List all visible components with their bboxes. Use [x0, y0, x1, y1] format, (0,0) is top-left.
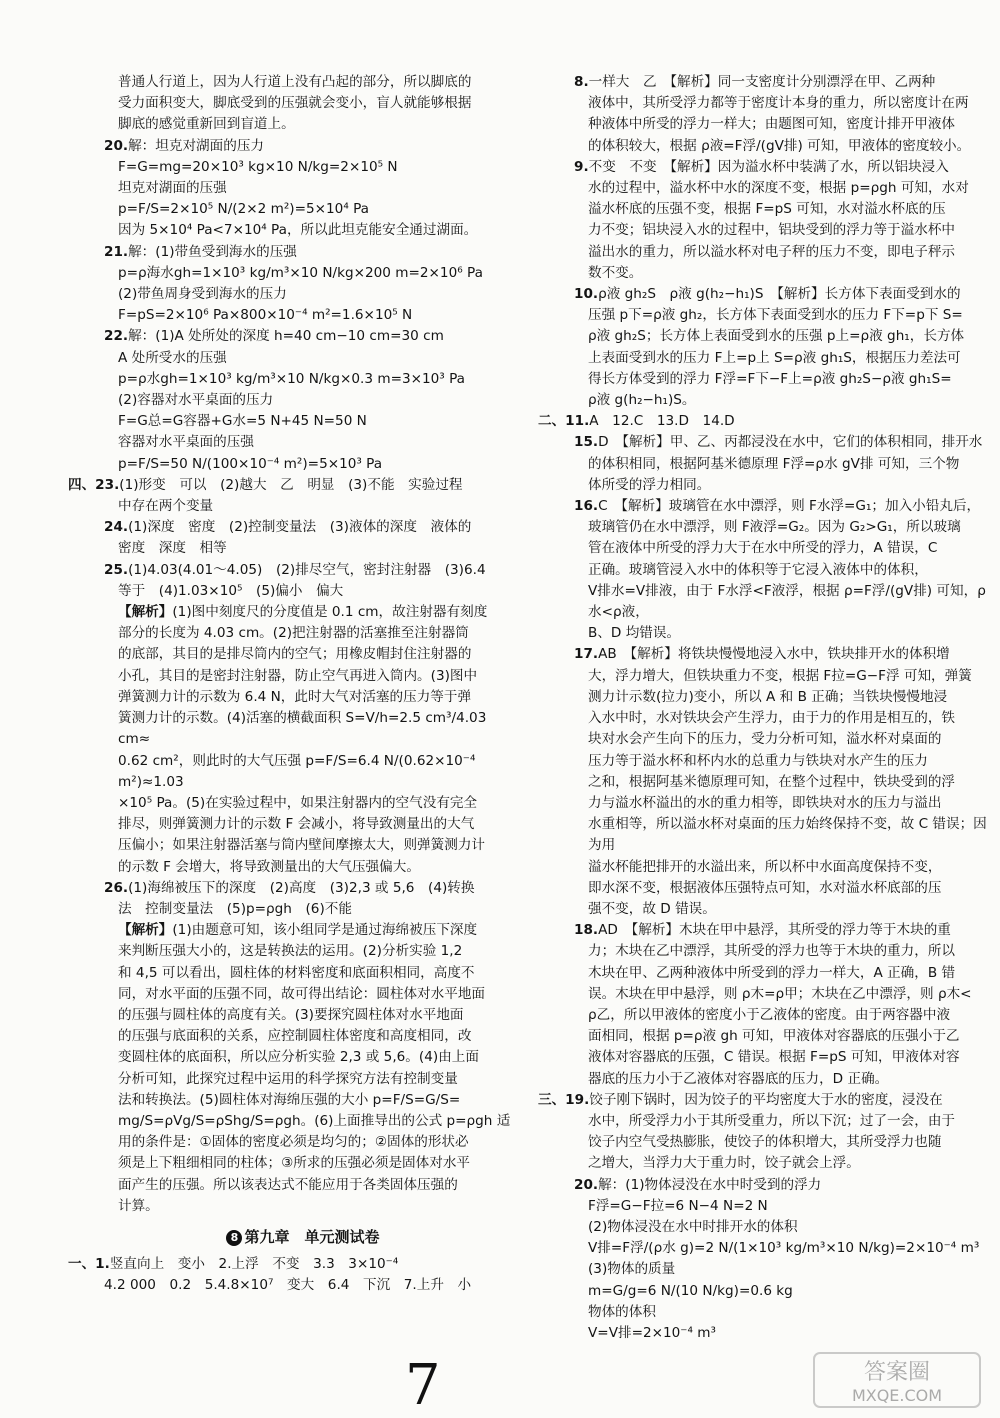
- text-line: [558, 390, 994, 411]
- line-text: ρ乙，所以甲液体的密度小于乙液体的密度。由于两容器中液: [588, 1006, 951, 1023]
- line-text: 变圆柱体的底面积，所以应分析实验 2,3 或 5,6。(4)由上面: [118, 1049, 479, 1066]
- text-line: [88, 305, 518, 326]
- line-text: 得长方体受到的浮力 F浮=F下−F上=ρ液 gh₂S−ρ液 gh₁S=: [588, 370, 952, 387]
- line-text: 一样大 乙 【解析】同一支密度计分别漂浮在甲、乙两种: [588, 74, 936, 90]
- text-line: [558, 114, 994, 135]
- text-line: [88, 814, 518, 835]
- text-line: [88, 581, 518, 602]
- line-text: p=F/S=50 N/(100×10⁻⁴ m²)=5×10³ Pa: [118, 455, 383, 472]
- line-text: 中存在两个变量: [118, 498, 214, 515]
- text-line: [68, 475, 518, 496]
- line-text: 入水中时，水对铁块会产生浮力，由于力的作用是相互的，铁: [588, 710, 956, 727]
- line-text: 法 控制变量法 (5)p=ρgh (6)不能: [118, 900, 352, 917]
- item-number: 21.: [104, 243, 129, 260]
- chapter-heading: [88, 1227, 518, 1248]
- line-text: 测力计示数(拉力)变小，所以 A 和 B 正确；当铁块慢慢地浸: [588, 688, 948, 705]
- text-line: [88, 1069, 518, 1090]
- line-text: 数不变。: [588, 264, 643, 281]
- line-text: 小孔，其目的是密封注射器，防止空气再进入筒内。(3)图中: [118, 667, 478, 684]
- line-text: 解：坦克对湖面的压力: [128, 137, 265, 154]
- text-line: [538, 1090, 994, 1111]
- line-text: 的底部，其目的是排尽筒内的空气；用橡皮帽封住注射器的: [118, 646, 472, 663]
- text-line: [558, 517, 994, 538]
- line-text: 溢出水的重力，所以溢水杯对电子秤的压力不变，即电子秤示: [588, 243, 956, 260]
- text-line: [558, 1153, 994, 1174]
- text-line: [558, 793, 994, 814]
- text-line: [88, 517, 518, 538]
- text-line: [88, 963, 518, 984]
- text-line: [558, 772, 994, 793]
- line-text: 强不变，故 D 错误。: [588, 900, 716, 917]
- line-text: AB 【解析】将铁块慢慢地浸入水中，铁块排开水的体积增: [598, 646, 950, 663]
- line-text: 大，浮力增大，但铁块重力不变，根据 F拉=G−F浮 可知，弹簧: [588, 667, 972, 684]
- text-line: [88, 984, 518, 1005]
- text-line: [88, 644, 518, 665]
- line-text: 液体对容器底的压强，C 错误。根据 F=pS 可知，甲液体对容: [588, 1049, 960, 1066]
- line-text: 体所受的浮力相同。: [588, 476, 711, 493]
- text-line: [558, 369, 994, 390]
- text-line: [88, 93, 518, 114]
- text-line: [558, 729, 994, 750]
- line-text: 容器对水平桌面的压强: [118, 434, 254, 451]
- line-text: 压强 p下=ρ液 gh₂，长方体下表面受到水的压力 F下=p下 S=: [588, 307, 963, 324]
- line-text: V=V排=2×10⁻⁴ m³: [588, 1324, 716, 1341]
- text-line: [558, 1175, 994, 1196]
- text-line: [88, 1275, 518, 1296]
- text-line: [558, 1047, 994, 1068]
- text-line: [558, 984, 994, 1005]
- line-text: 即水深不变，根据液体压强特点可知，水对溢水杯底部的压: [588, 879, 942, 896]
- text-line: [88, 114, 518, 135]
- text-line: [88, 432, 518, 453]
- text-line: [558, 496, 994, 517]
- text-line: [88, 687, 518, 708]
- line-text: B、D 均错误。: [588, 625, 681, 642]
- text-line: [558, 157, 994, 178]
- text-line: [88, 1175, 518, 1196]
- line-text: 脚底的感觉重新回到盲道上。: [118, 116, 295, 133]
- text-line: [88, 263, 518, 284]
- text-line: [538, 411, 994, 432]
- text-line: [88, 411, 518, 432]
- line-text: 部分的长度为 4.03 cm。(2)把注射器的活塞推至注射器筒: [118, 625, 469, 642]
- text-line: [558, 136, 994, 157]
- line-text: 的体积较大，根据 ρ液=F浮/(gV排) 可知，甲液体的密度较小。: [588, 137, 971, 154]
- text-line: [88, 1090, 518, 1111]
- text-line: [88, 793, 518, 814]
- line-text: 4.2 000 0.2 5.4.8×10⁷ 变大 6.4 下沉 7.上升 小: [104, 1277, 472, 1294]
- line-text: 之和，根据阿基米德原理可知，在整个过程中，铁块受到的浮: [588, 773, 956, 790]
- text-line: [88, 623, 518, 644]
- watermark-logo: [812, 1351, 982, 1409]
- text-line: [88, 326, 518, 347]
- text-line: [88, 941, 518, 962]
- text-line: [88, 1196, 518, 1217]
- text-line: [558, 1196, 994, 1217]
- text-line: [558, 963, 994, 984]
- text-line: [558, 941, 994, 962]
- text-line: [558, 475, 994, 496]
- text-line: [558, 305, 994, 326]
- line-text: 解：(1)物体浸没在水中时受到的浮力: [598, 1176, 822, 1193]
- line-text: 解：(1)A 处所处的深度 h=40 cm−10 cm=30 cm: [128, 328, 444, 345]
- text-line: [558, 687, 994, 708]
- text-line: [558, 708, 994, 729]
- item-number: 20.: [104, 137, 129, 154]
- line-text: 之增大，当浮力大于重力时，饺子就会上浮。: [588, 1155, 860, 1172]
- line-text: 液体中，其所受浮力都等于密度计本身的重力，所以密度计在两: [588, 95, 969, 112]
- line-text: 木块在甲、乙两种液体中所受到的浮力一样大，A 正确，B 错: [588, 964, 956, 981]
- line-text: 法和转换法。(5)圆柱体对海绵压强的大小 p=F/S=G/S=: [118, 1091, 461, 1108]
- line-text: (1)海绵被压下的深度 (2)高度 (3)2,3 或 5,6 (4)转换: [128, 879, 475, 896]
- item-number: 9.: [574, 158, 589, 175]
- line-text: 面产生的压强。所以该表达式不能应用于各类固体压强的: [118, 1176, 458, 1193]
- text-line: [88, 72, 518, 93]
- line-text: 不变 不变 【解析】因为溢水杯中装满了水，所以铝块浸入: [588, 158, 949, 175]
- item-number: 26.: [104, 879, 129, 896]
- line-text: (1)深度 密度 (2)控制变量法 (3)液体的深度 液体的: [128, 519, 472, 536]
- line-text: F=pS=2×10⁶ Pa×800×10⁻⁴ m²=1.6×10⁵ N: [118, 307, 413, 324]
- text-line: [558, 1238, 994, 1259]
- line-text: 水中，所受浮力小于其所受重力，所以下沉；过了一会，由于: [588, 1112, 956, 1129]
- line-text: ρ液 gh₂S；长方体上表面受到水的压强 p上=ρ液 gh₁，长方体: [588, 328, 965, 345]
- line-text: 密度 深度 相等: [118, 540, 227, 557]
- line-text: 因为 5×10⁴ Pa<7×10⁴ Pa，所以此坦克能安全通过湖面。: [118, 222, 478, 239]
- item-number: 18.: [574, 922, 599, 939]
- line-text: mg/S=ρVg/S=ρShg/S=ρgh。(6)上面推导出的公式 p=ρgh 适: [118, 1112, 511, 1129]
- line-text: 力不变；铝块浸入水的过程中，铝块受到的浮力等于溢水杯中: [588, 222, 956, 239]
- line-text: 溢水杯底的压强不变，根据 F=pS 可知，水对溢水杯底的压: [588, 201, 946, 218]
- text-line: [558, 72, 994, 93]
- item-number: 二、11.: [538, 413, 590, 430]
- line-text: 水重相等，所以溢水杯对桌面的压力始终保持不变，故 C 错误；因为用: [588, 816, 987, 854]
- text-line: [558, 560, 994, 581]
- text-line: [558, 199, 994, 220]
- line-text: 须是上下粗细相同的柱体；③所求的压强必须是固体对水平: [118, 1155, 471, 1172]
- item-number: 25.: [104, 561, 129, 578]
- text-line: [558, 1026, 994, 1047]
- line-text: 管在液体中所受的浮力大于在水中所受的浮力，A 错误，C: [588, 540, 938, 557]
- analysis-tag: 【解析】: [118, 604, 173, 621]
- line-text: 用的条件是：①固体的密度必须是均匀的；②固体的形状必: [118, 1134, 469, 1151]
- line-text: m=G/g=6 N/(10 N/kg)=0.6 kg: [588, 1282, 793, 1299]
- line-text: 的示数 F 会增大，将导致测量出的大气压强偏大。: [118, 858, 420, 875]
- line-text: F=G总=G容器+G水=5 N+45 N=50 N: [118, 413, 367, 430]
- item-number: 20.: [574, 1176, 599, 1193]
- line-text: V排水=V排液，由于 F水浮<F液浮，根据 ρ=F浮/(gV排) 可知，ρ水<ρ液，: [588, 582, 986, 621]
- item-number: 22.: [104, 328, 129, 345]
- item-number: 四、23.: [68, 476, 120, 493]
- text-line: [88, 496, 518, 517]
- text-line: [558, 581, 994, 623]
- text-line: [88, 899, 518, 920]
- text-line: [88, 242, 518, 263]
- line-text: 溢水杯能把排开的水溢出来，所以杯中水面高度保持不变，: [588, 858, 942, 875]
- line-text: 簧测力计的示数。(4)活塞的横截面积 S=V/h=2.5 cm³/4.03 cm≈: [118, 710, 487, 748]
- item-number: 17.: [574, 646, 599, 663]
- text-line: [558, 432, 994, 453]
- text-line: [88, 878, 518, 899]
- line-text: 块对水会产生向下的压力，受力分析可知，溢水杯对桌面的: [588, 731, 942, 748]
- line-text: 分析可知，此探究过程中运用的科学探究方法有控制变量: [118, 1070, 458, 1087]
- line-text: 压偏小；如果注射器活塞与筒内壁间摩擦太大，则弹簧测力计: [118, 837, 486, 854]
- text-line: [88, 157, 518, 178]
- text-line: [88, 454, 518, 475]
- text-line: [558, 666, 994, 687]
- text-line: [88, 1026, 518, 1047]
- text-line: [558, 644, 994, 665]
- line-text: 误。木块在甲中悬浮，则 ρ木=ρ甲；木块在乙中漂浮，则 ρ木<: [588, 985, 972, 1002]
- line-text: 的压强与底面积的关系，应控制圆柱体密度和高度相同，改: [118, 1028, 472, 1045]
- text-line: [88, 1005, 518, 1026]
- text-line: [68, 1254, 518, 1275]
- line-text: 同，对水平面的压强不同，故可得出结论：圆柱体对水平地面: [118, 985, 486, 1002]
- line-text: (1)图中刻度尺的分度值是 0.1 cm，故注射器有刻度: [172, 604, 488, 621]
- line-text: 计算。: [118, 1197, 159, 1214]
- item-number: 三、19.: [538, 1091, 590, 1108]
- line-text: 解：(1)带鱼受到海水的压强: [128, 243, 297, 260]
- text-line: [558, 538, 994, 559]
- page-number: 7: [405, 1353, 441, 1418]
- item-number: 16.: [574, 498, 599, 515]
- line-text: ρ液 gh₂S ρ液 g(h₂−h₁)S 【解析】长方体下表面受到水的: [598, 286, 961, 303]
- line-text: 饺子内空气受热膨胀，使饺子的体积增大，其所受浮力也随: [588, 1134, 942, 1151]
- line-text: F=G=mg=20×10³ kg×10 N/kg=2×10⁵ N: [118, 158, 398, 175]
- text-line: [88, 1111, 518, 1132]
- left-column: [68, 72, 518, 1297]
- line-text: 玻璃管仍在水中漂浮，则 F液浮=G₂。因为 G₂>G₁，所以玻璃: [588, 519, 961, 536]
- line-text: 物体的体积: [588, 1303, 656, 1320]
- text-line: [558, 1111, 994, 1132]
- line-text: 的压强与圆柱体的高度有关。(3)要探究圆柱体对水平地面: [118, 1006, 464, 1023]
- text-line: [558, 454, 994, 475]
- text-line: [88, 284, 518, 305]
- line-text: 受力面积变大，脚底受到的压强就会变小，盲人就能够根据: [118, 95, 472, 112]
- text-line: [88, 920, 518, 941]
- line-text: 普通人行道上，因为人行道上没有凸起的部分，所以脚底的: [118, 74, 472, 90]
- line-text: (1)由题意可知，该小组同学是通过海绵被压下深度: [172, 922, 478, 939]
- line-text: 和 4,5 可以看出，圆柱体的材料密度和底面积相同，高度不: [118, 964, 475, 981]
- line-text: V排=F浮/(ρ水 g)=2 N/(1×10³ kg/m³×10 N/kg)=2×10⁻⁴ m³: [588, 1240, 980, 1257]
- line-text: 面相同，根据 p=ρ液 gh 可知，甲液体对容器底的压强小于乙: [588, 1028, 960, 1045]
- text-line: [558, 1302, 994, 1323]
- line-text: (3)物体的质量: [588, 1261, 676, 1278]
- line-text: 上表面受到水的压力 F上=p上 S=ρ液 gh₁S，根据压力差法可: [588, 349, 961, 366]
- line-text: C 【解析】玻璃管在水中漂浮，则 F水浮=G₁；加入小铅丸后，: [598, 498, 981, 515]
- text-line: [88, 708, 518, 750]
- line-text: (2)容器对水平桌面的压力: [118, 392, 274, 409]
- right-column: [538, 72, 994, 1344]
- line-text: D 【解析】甲、乙、丙都浸没在水中，它们的体积相同，排开水: [598, 434, 983, 451]
- text-line: [558, 348, 994, 369]
- text-line: [88, 835, 518, 856]
- line-text: p=ρ水gh=1×10³ kg/m³×10 N/kg×0.3 m=3×10³ Pa: [118, 370, 465, 387]
- text-line: [88, 220, 518, 241]
- text-line: [558, 1132, 994, 1153]
- text-line: [88, 538, 518, 559]
- text-line: [88, 751, 518, 793]
- text-line: [558, 920, 994, 941]
- item-number: 8.: [574, 74, 589, 90]
- line-text: F浮=G−F拉=6 N−4 N=2 N: [588, 1197, 768, 1214]
- text-line: [558, 220, 994, 241]
- watermark-title: 答案圈: [863, 1360, 931, 1385]
- line-text: 饺子刚下锅时，因为饺子的平均密度大于水的密度，浸没在: [589, 1091, 943, 1108]
- text-line: [88, 1153, 518, 1174]
- line-text: 水的过程中，溢水杯中水的深度不变，根据 p=ρgh 可知，水对: [588, 180, 969, 197]
- chapter-badge: 8: [226, 1230, 242, 1246]
- text-line: [88, 369, 518, 390]
- line-text: p=F/S=2×10⁵ N/(2×2 m²)=5×10⁴ Pa: [118, 201, 370, 218]
- text-line: [558, 1217, 994, 1238]
- text-line: [558, 899, 994, 920]
- text-line: [88, 602, 518, 623]
- item-number: 10.: [574, 286, 599, 303]
- line-text: (1)形变 可以 (2)越大 乙 明显 (3)不能 实验过程: [119, 476, 463, 493]
- line-text: 弹簧测力计的示数为 6.4 N，此时大气对活塞的压力等于弹: [118, 688, 472, 705]
- chapter-title: 第九章 单元测试卷: [244, 1227, 380, 1246]
- text-line: [88, 178, 518, 199]
- line-text: (1)4.03(4.01～4.05) (2)排尽空气，密封注射器 (3)6.4: [128, 561, 486, 578]
- line-text: 种液体中所受的浮力一样大；由题图可知，密度计排开甲液体: [588, 116, 956, 133]
- line-text: 竖直向上 变小 2.上浮 不变 3.3 3×10⁻⁴: [109, 1256, 399, 1273]
- line-text: 力；木块在乙中漂浮，其所受的浮力也等于木块的重力，所以: [588, 943, 956, 960]
- text-line: [558, 1005, 994, 1026]
- line-text: (2)带鱼周身受到海水的压力: [118, 286, 287, 303]
- text-line: [558, 178, 994, 199]
- text-line: [88, 666, 518, 687]
- line-text: 0.62 cm²，则此时的大气压强 p=F/S=6.4 N/(0.62×10⁻⁴ m²)≈1.03: [118, 752, 476, 790]
- line-text: p=ρ海水gh=1×10³ kg/m³×10 N/kg×200 m=2×10⁶ Pa: [118, 264, 483, 281]
- text-line: [558, 1281, 994, 1302]
- line-text: AD 【解析】木块在甲中悬浮，其所受的浮力等于木块的重: [598, 922, 951, 939]
- text-line: [558, 814, 994, 856]
- line-text: 的体积相同，根据阿基米德原理 F浮=ρ水 gV排 可知，三个物: [588, 455, 960, 472]
- text-line: [88, 1132, 518, 1153]
- text-line: [558, 242, 994, 263]
- text-line: [558, 284, 994, 305]
- text-line: [88, 560, 518, 581]
- line-text: 等于 (4)1.03×10⁵ (5)偏小 偏大: [118, 582, 344, 599]
- line-text: (2)物体浸没在水中时排开水的体积: [588, 1218, 798, 1235]
- text-line: [558, 878, 994, 899]
- text-line: [558, 1323, 994, 1344]
- text-line: [88, 390, 518, 411]
- text-line: [558, 751, 994, 772]
- item-number: 15.: [574, 434, 599, 451]
- line-text: ×10⁵ Pa。(5)在实验过程中，如果注射器内的空气没有完全: [118, 794, 478, 811]
- analysis-tag: 【解析】: [118, 922, 173, 939]
- text-line: [88, 857, 518, 878]
- text-line: [558, 263, 994, 284]
- text-line: [88, 1047, 518, 1068]
- text-line: [558, 1069, 994, 1090]
- line-text: 器底的压力小于乙液体对容器底的压力，D 正确。: [588, 1070, 889, 1087]
- line-text: 排尽，则弹簧测力计的示数 F 会减小，将导致测量出的大气: [118, 816, 475, 833]
- text-line: [558, 1259, 994, 1280]
- line-text: ρ液 g(h₂−h₁)S。: [588, 392, 696, 409]
- item-number: 24.: [104, 519, 129, 536]
- line-text: 坦克对湖面的压强: [118, 180, 227, 197]
- line-text: 力与溢水杯溢出的水的重力相等，即铁块对水的压力与溢出: [588, 794, 942, 811]
- text-line: [88, 199, 518, 220]
- text-line: [558, 623, 994, 644]
- text-line: [558, 326, 994, 347]
- line-text: 正确。玻璃管浸入水中的体积等于它浸入液体中的体积，: [588, 561, 928, 578]
- line-text: 来判断压强大小的，这是转换法的运用。(2)分析实验 1,2: [118, 943, 463, 960]
- text-line: [88, 136, 518, 157]
- text-line: [558, 93, 994, 114]
- line-text: 压力等于溢水杯和杯内水的总重力与铁块对水产生的压力: [588, 752, 928, 769]
- watermark-url: MXQE.COM: [851, 1386, 943, 1405]
- item-number: 一、1.: [68, 1256, 110, 1273]
- line-text: A 处所受水的压强: [118, 349, 227, 366]
- line-text: A 12.C 13.D 14.D: [589, 413, 735, 430]
- text-line: [88, 348, 518, 369]
- text-line: [558, 857, 994, 878]
